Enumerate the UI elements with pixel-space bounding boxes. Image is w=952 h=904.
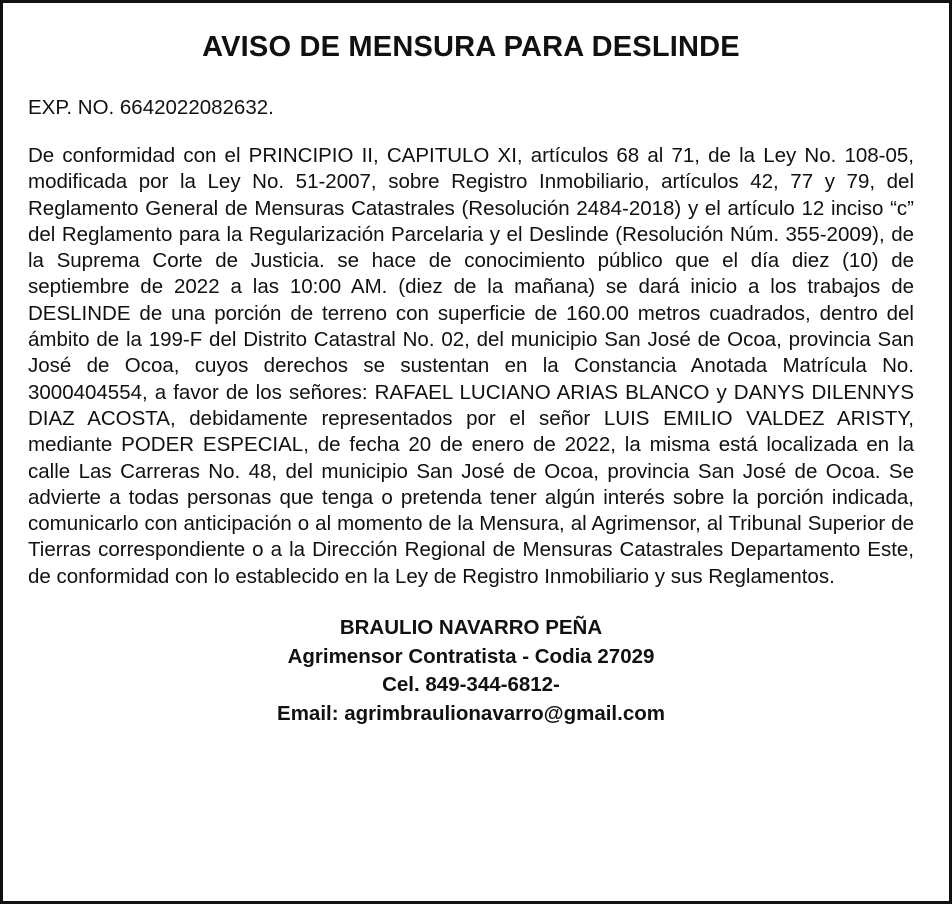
notice-body: De conformidad con el PRINCIPIO II, CAPITULO XI, artículos 68 al 71, de la Ley No. 108-05, modificada por la Ley No. 51-2007, sobre Registro Inmobiliario, artículos 42, 77 y 79, del Reglamento General de Mensuras Catastrales (Resolución 2484-2018) y el artículo 12 inciso “c” del Reglamento para la Regularización Parcelaria y el Deslinde (Resolución Núm. 355-2009), de la Suprema Corte de Justicia. se hace de conocimiento público que el día diez (10) de septiembre de 2022 a las 10:00 AM. (diez de la mañana) se dará inicio a los trabajos de DESLINDE de una porción de terreno con superficie de 160.00 metros cuadrados, dentro del ámbito de la 199-F del Distrito Catastral No. 02, del municipio San José de Ocoa, provincia San José de Ocoa, cuyos derechos se sustentan en la Constancia Anotada Matrícula No. 3000404554, a favor de los señores: RAFAEL LUCIANO ARIAS BLANCO y DANYS DILENNYS DIAZ ACOSTA, debidamente representados por el señor LUIS EMILIO VALDEZ ARISTY, mediante PODER ESPECIAL, de fecha 20 de enero de 2022, la misma está localizada en la calle Las Carreras No. 48, del municipio San José de Ocoa, provincia San José de Ocoa. Se advierte a todas personas que tenga o pretenda tener algún interés sobre la porción indicada, comunicarlo con anticipación o al momento de la Mensura, al Agrimensor, al Tribunal Superior de Tierras correspondiente o a la Dirección Regional de Mensuras Catastrales Departamento Este, de conformidad con lo establecido en la Ley de Registro Inmobiliario y sus Reglamentos.: [28, 144, 914, 588]
surveyor-role: Agrimensor Contratista - Codia 27029: [287, 644, 655, 668]
signature-block: [28, 614, 914, 728]
case-number: EXP. NO. 6642022082632.: [28, 96, 274, 119]
surveyor-name: BRAULIO NAVARRO PEÑA: [339, 616, 603, 640]
surveyor-email: Email: agrimbraulionavarro@gmail.com: [277, 701, 665, 725]
surveyor-phone: Cel. 849-344-6812-: [382, 673, 560, 697]
notice-title: AVISO DE MENSURA PARA DESLINDE: [202, 31, 740, 63]
